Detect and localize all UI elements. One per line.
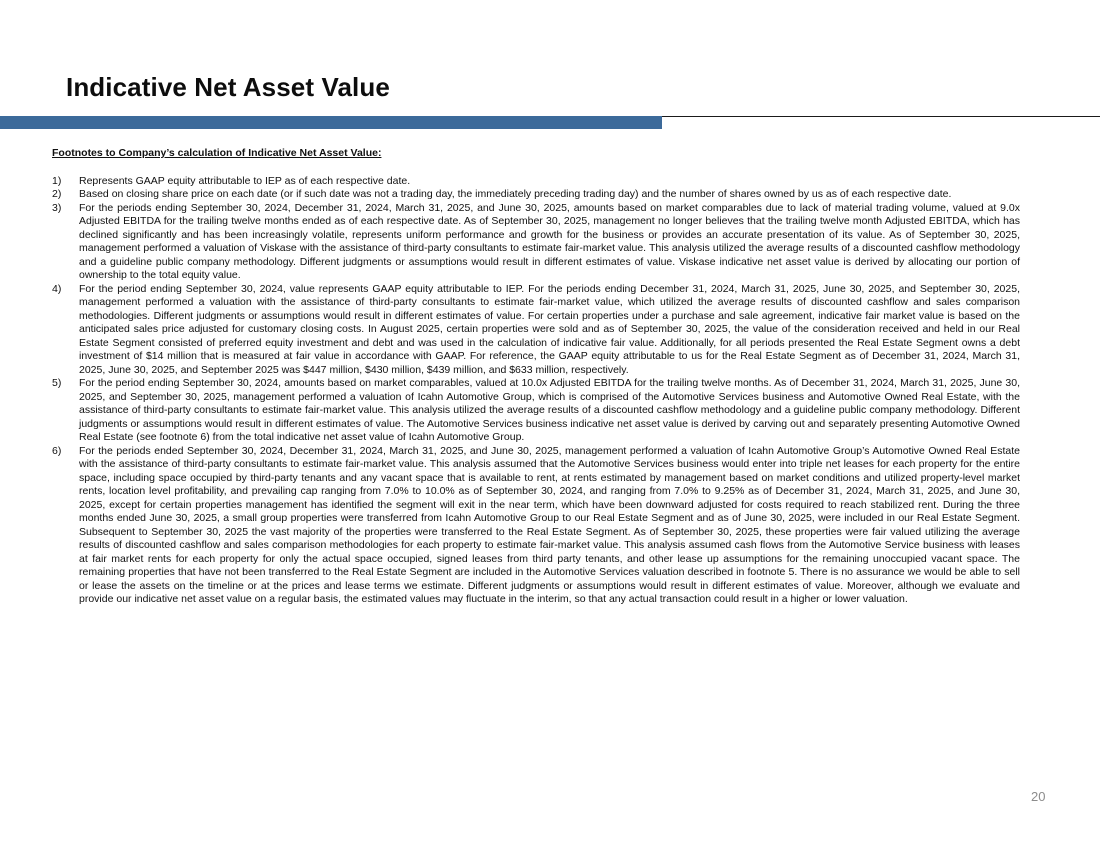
footnote-list (52, 175, 1020, 607)
footnote-item (52, 283, 1020, 378)
footnotes-section (52, 147, 1020, 607)
footnote-number: 3) (52, 201, 62, 214)
footnote-item (52, 445, 1020, 607)
footnote-item (52, 188, 1020, 202)
footnote-number: 1) (52, 174, 62, 187)
page-number: 20 (1031, 789, 1046, 804)
footnote-item (52, 175, 1020, 189)
footnote-item (52, 202, 1020, 283)
footnote-number: 4) (52, 282, 62, 295)
footnote-text: Based on closing share price on each date (or if such date was not a trading day, the immediately preceding trading day) and the number of shares owned by us as of each respective date. (79, 188, 952, 200)
footnote-number: 6) (52, 444, 62, 457)
footnote-number: 5) (52, 377, 62, 389)
footnote-item (52, 377, 1020, 445)
footnotes-heading: Footnotes to Company’s calculation of Indicative Net Asset Value: (52, 147, 382, 159)
footnote-text: Represents GAAP equity attributable to IEP as of each respective date. (79, 174, 411, 187)
title-accent-bar (0, 116, 662, 129)
footnote-text: For the periods ended September 30, 2024, December 31, 2024, March 31, 2025, and June 30, 2025, management performed a valuation of Icahn Automotive Group’s Automotive Owned Real Estate with the assistance of third-party consultants to estimate fair-market value. This analysis assumed that the Automotive Services business would enter into triple net leases for each property for the entire space, including space occupied by third-party tenants and any vacant space that is available to rent, at rents estimated by management based on market conditions and utilized property-level market rents, location level profitability, and prevailing cap ranging from 7.0% to 10.0% as of September 30, 2024, and ranging from 7.0% to 9.25% as of December 31, 2024, March 31, 2025, and June 30, 2025, except for certain properties management has identified the segment will exit in the near term, which have been downward adjusted for costs required to reach stabilized rent. During the three months ended June 30, 2025, a small group properties were transferred from Icahn Automotive Group to our Real Estate Segment and as of June 30, 2025, were included in our Real Estate Segment. Subsequent to September 30, 2025 the vast majority of the properties were transferred to the Real Estate Segment. As of September 30, 2025, these properties were fair valued utilizing the average results of discounted cashflow and sales comparison methodologies for each property to estimate fair-market value. This analysis assumed cash flows from the Automotive Service business with leases at fair market rents for each property for only the actual space occupied, signed leases from third party tenants, and other lease up assumptions for the remaining unoccupied vacant space. The remaining properties that have not been transferred to the Real Estate Segment are included in the Automotive Services valuation described in footnote 5. There is no assurance we would be able to sell or lease the assets on the timeline or at the prices and lease terms we estimate. Different judgments or assumptions would result in different estimates of value. Moreover, although we evaluate and provide our indicative net asset value on a regular basis, the estimated values may fluctuate in the interim, so that any actual transaction could result in a higher or lower valuation. (79, 444, 1020, 605)
page-title: Indicative Net Asset Value (66, 72, 390, 102)
footnote-number: 2) (52, 188, 62, 200)
footnote-text: For the periods ending September 30, 2024, December 31, 2024, March 31, 2025, and June 30, 2025, amounts based on market comparables due to lack of material trading volume, valued at 9.0x Adjusted EBITDA for the trailing twelve months ended as of each respective date. As of September 30, 2025, management no longer believes that the trailing twelve month Adjusted EBITDA, which has declined significantly and has been increasingly volatile, represents uniform performance and growth for the business or provides an accurate presentation of its value. As of September 30, 2025, management performed a valuation of Viskase with the assistance of third-party consultants to estimate fair-market value. This analysis utilized the average results of a discounted cashflow methodology and a guideline public company methodology. Different judgments or assumptions would result in different estimates of value. Viskase indicative net asset value is derived by allocating our portion of ownership to the total equity value. (79, 201, 1020, 281)
footnote-text: For the period ending September 30, 2024, amounts based on market comparables, valued at 10.0x Adjusted EBITDA for the trailing twelve months. As of December 31, 2024, March 31, 2025, June 30, 2025, and September 30, 2025, management performed a valuation of Icahn Automotive Group, which is comprised of the Automotive Services business and Automotive Owned Real Estate, with the assistance of third-party consultants to estimate fair-market value. This analysis utilized the average results of a discounted cashflow methodology and a guideline public company methodology. Different judgments or assumptions would result in different estimates of value. The Automotive Services business indicative net asset value is derived by carving out and separately presenting Automotive Owned Real Estate (see footnote 6) from the total indicative net asset value of Icahn Automotive Group. (79, 377, 1020, 443)
footnote-text: For the period ending September 30, 2024, value represents GAAP equity attributable to IEP. For the periods ending December 31, 2024, March 31, 2025, June 30, 2025, and September 30, 2025, management performed a valuation with the assistance of third-party consultants to estimate fair-market value, which utilized the average results of discounted cashflow and sales comparison methodologies. Different judgments or assumptions would result in different estimates of value. For certain properties under a purchase and sale agreement, indicative fair market value is based on the anticipated sales price adjusted for customary closing costs. In August 2025, certain properties were sold and as of September 30, 2025, the value of the consideration received and held in our Real Estate Segment consisted of preferred equity investment and debt and was used in the calculation of indicative fair value. Additionally, for all periods presented the Real Estate Segment owns a debt investment of $14 million that is measured at fair value in accordance with GAAP. For reference, the GAAP equity attributable to us for the Real Estate Segment as of December 31, 2024, March 31, 2025, June 30, 2025, and September 2025 was $447 million, $430 million, $439 million, and $633 million, respectively. (79, 282, 1020, 376)
